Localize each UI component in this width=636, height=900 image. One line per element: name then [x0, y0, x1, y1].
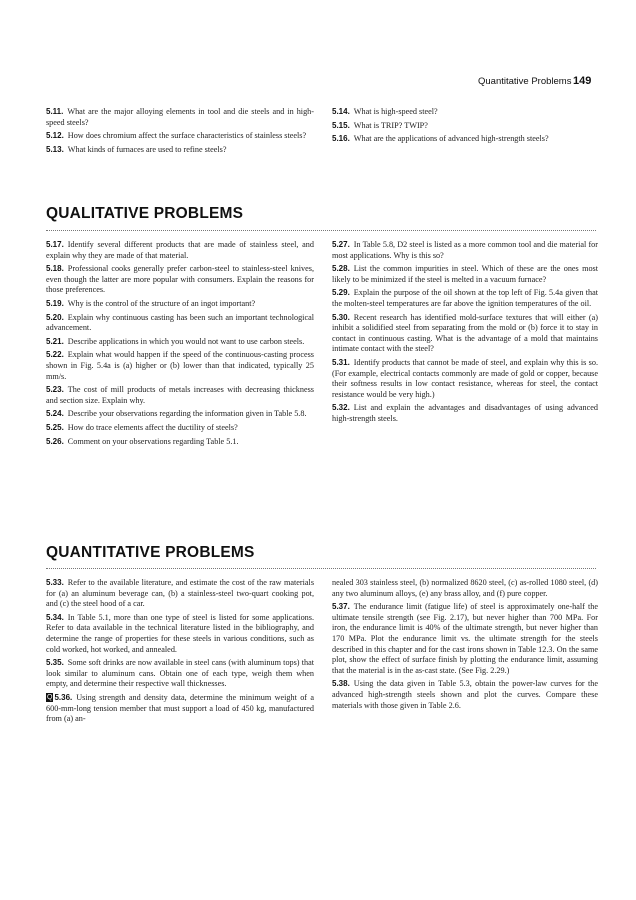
problem-number: 5.35.: [46, 658, 64, 668]
problem-number: 5.33.: [46, 578, 64, 587]
section-divider: [46, 568, 596, 569]
list-item: [46, 350, 314, 382]
design-problem-icon: Q: [47, 693, 53, 701]
list-item: [46, 337, 314, 348]
section-divider: [46, 230, 596, 231]
problem-text: What are the applications of advanced high-strength steels?: [353, 134, 549, 144]
problem-text: Explain the purpose of the oil shown at the top left of Fig. 5.4a given that the molten-steel temperatures are far above the ignition temperatures of the oil.: [332, 288, 598, 308]
quantitative-left-column: [46, 578, 314, 728]
list-item: [46, 385, 314, 406]
review-right-column: [332, 107, 598, 148]
quantitative-section-title: QUANTITATIVE PROBLEMS: [46, 544, 255, 561]
list-item: [46, 107, 314, 128]
problem-text: Some soft drinks are now available in steel cans (with aluminum tops) that look similar to aluminum cans. Obtain one of each type, weigh them when empty, and determine their respective wall thicknesses.: [46, 658, 314, 689]
problem-number: 5.25.: [46, 422, 64, 432]
problem-text: In Table 5.8, D2 steel is listed as a more common tool and die material for most applications. Why is this so?: [332, 240, 598, 260]
problem-number: 5.16.: [332, 134, 350, 144]
problem-number: 5.23.: [46, 385, 64, 395]
problem-text: Identify several different products that are made of stainless steel, and explain why they are made of that material.: [46, 240, 314, 260]
problem-text: Recent research has identified mold-surface textures that will either (a) inhibit a solidified steel from separating from the mold or (b) force it to stay in contact in continuous casting. What is the advantage of a mold that maintains intimate contact with the steel?: [332, 312, 598, 354]
problem-number: 5.34.: [46, 612, 64, 622]
review-left-column: [46, 107, 314, 158]
list-item: [46, 658, 314, 690]
problem-text: Explain what would happen if the speed of the continuous-casting process shown in Fig. 5.4a is (a) higher or (b) lower than that indicated, typically 25 mm/s.: [46, 350, 314, 381]
problem-text: The endurance limit (fatigue life) of steel is approximately one-half the ultimate tensile strength (see Fig. 2.17), but never higher than 700 MPa. For iron, the endurance limit is 40% of the ultimate strength, but never higher than 170 MPa. Plot the endurance limit vs. the ultimate strength for the steels described in this chapter and for the cast irons shown in Table 12.3. On the same plot, show the effect of surface finish by plotting the endurance limit, assuming that the material is in the as-cast state. (See Fig. 2.29.): [332, 602, 598, 675]
problem-number: 5.21.: [46, 336, 64, 346]
problem-text: Identify products that cannot be made of steel, and explain why this is so. (For example, electrical contacts commonly are made of gold or copper, because their softness results in low contact resistance, whereas for steel, the contact resistance would be very high.): [332, 357, 598, 399]
list-item: [332, 313, 598, 355]
qualitative-section-title: QUALITATIVE PROBLEMS: [46, 205, 244, 222]
problem-number: 5.22.: [46, 350, 64, 360]
problem-number: 5.14.: [332, 107, 350, 116]
problem-number: 5.28.: [332, 264, 350, 274]
problem-number: 5.30.: [332, 312, 350, 322]
problem-text: What is high-speed steel?: [353, 107, 438, 116]
problem-text: Refer to the available literature, and estimate the cost of the raw materials for (a) an aluminum beverage can, (b) a stainless-steel two-quart cooking pot, and (c) the steel hood of a car.: [46, 578, 314, 609]
problem-number: 5.32.: [332, 403, 350, 413]
problem-number: 5.27.: [332, 240, 350, 249]
problem-number: 5.29.: [332, 288, 350, 298]
problem-number: 5.11.: [46, 107, 64, 116]
problem-text: In Table 5.1, more than one type of steel is listed for some applications. Refer to data available in the technical literature listed in the bibliography, and determine the range of properties for these steels in various conditions, such as cold worked, hot worked, and annealed.: [46, 612, 314, 654]
list-item: [332, 602, 598, 676]
problem-text: The cost of mill products of metals increases with decreasing thickness and section size. Explain why.: [46, 385, 314, 405]
problem-number: 5.38.: [332, 679, 350, 689]
problem-number: 5.17.: [46, 240, 64, 249]
list-item: [46, 313, 314, 334]
problem-number: 5.12.: [46, 131, 64, 141]
problem-number: 5.15.: [332, 120, 350, 130]
problem-text: Using strength and density data, determine the minimum weight of a 600-mm-long tension member that must support a load of 450 kg, manufactured from (a) an-: [46, 692, 314, 724]
list-item: [332, 679, 598, 711]
problem-number: 5.31.: [332, 357, 350, 367]
problem-number: 5.37.: [332, 602, 350, 612]
list-item: [332, 121, 598, 132]
continued-text: nealed 303 stainless steel, (b) normalized 8620 steel, (c) as-rolled 1080 steel, (d) any two aluminum alloys, (e) any brass alloy, and (f) pure copper.: [332, 578, 598, 598]
problem-text: Using the data given in Table 5.3, obtain the power-law curves for the advanced high-strength steels shown and plot the curves. Compare these materials with those given in Table 2.6.: [332, 679, 598, 710]
qualitative-right-column: [332, 240, 598, 428]
problem-text: List the common impurities in steel. Which of these are the ones most likely to be minimized if the steel is melted in a vacuum furnace?: [332, 264, 598, 284]
problem-text: Describe your observations regarding the information given in Table 5.8.: [67, 409, 307, 419]
list-item: [46, 240, 314, 261]
problem-number: 5.24.: [46, 409, 64, 419]
page-number: 149: [573, 75, 592, 87]
list-item: [332, 288, 598, 309]
list-item: [46, 693, 314, 725]
problem-text: Comment on your observations regarding Table 5.1.: [67, 436, 239, 446]
problem-text: What is TRIP? TWIP?: [353, 120, 428, 130]
list-item: [332, 264, 598, 285]
problem-number: 5.13.: [46, 144, 64, 154]
problem-text: List and explain the advantages and disadvantages of using advanced high-strength steels.: [332, 403, 598, 423]
list-item: [332, 134, 598, 145]
list-item: [46, 264, 314, 296]
problem-text: Why is the control of the structure of an ingot important?: [67, 298, 256, 308]
quantitative-right-column: [332, 578, 598, 714]
problem-text: Describe applications in which you would not want to use carbon steels.: [67, 336, 305, 346]
problem-text: Professional cooks generally prefer carbon-steel to stainless-steel knives, even though the latter are more popular with consumers. Explain the reasons for those preferences.: [46, 264, 314, 295]
list-item: [332, 403, 598, 424]
problem-text: How does chromium affect the surface characteristics of stainless steels?: [67, 131, 307, 141]
list-item: [46, 409, 314, 420]
qualitative-left-column: [46, 240, 314, 450]
list-item: [46, 145, 314, 156]
list-item: [46, 299, 314, 310]
list-item: [46, 613, 314, 655]
problem-number: 5.18.: [46, 264, 64, 274]
problem-number: 5.19.: [46, 298, 64, 308]
running-title: Quantitative Problems: [478, 76, 572, 87]
list-item: [46, 578, 314, 610]
problem-text: Explain why continuous casting has been such an important technological advancement.: [46, 312, 314, 333]
problem-number: 5.36.: [54, 692, 73, 702]
list-item: [332, 107, 598, 118]
list-item: [332, 358, 598, 400]
problem-text: What kinds of furnaces are used to refine steels?: [67, 144, 227, 154]
problem-text: How do trace elements affect the ductility of steels?: [67, 422, 238, 432]
problem-number: 5.20.: [46, 312, 64, 322]
list-item: [46, 131, 314, 142]
problem-text: What are the major alloying elements in tool and die steels and in high-speed steels?: [46, 107, 314, 127]
list-item: [46, 437, 314, 448]
problem-number: 5.26.: [46, 436, 64, 446]
list-item: [46, 423, 314, 434]
list-item: [332, 240, 598, 261]
